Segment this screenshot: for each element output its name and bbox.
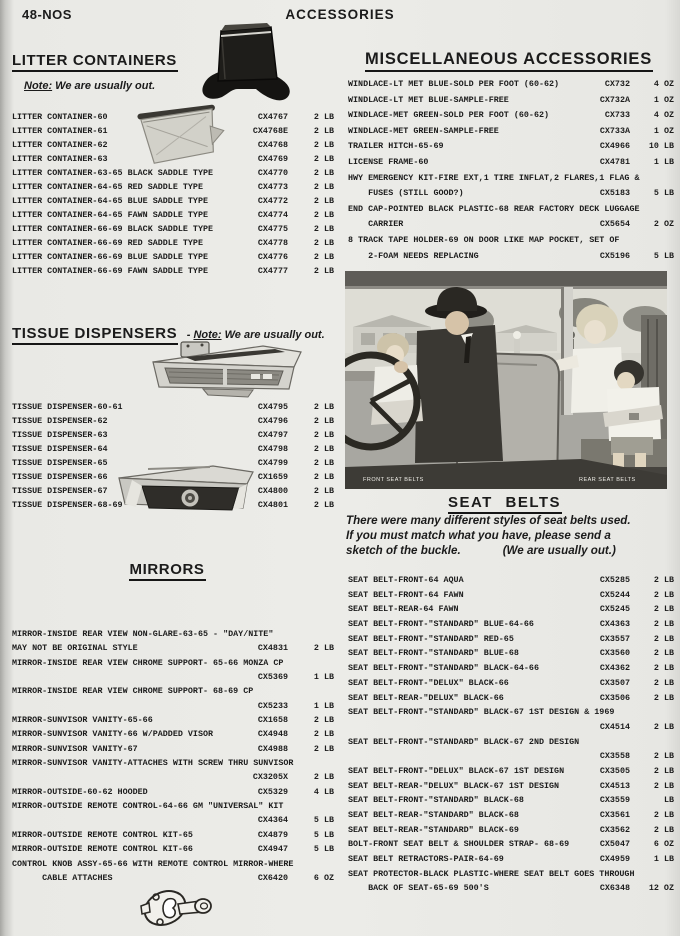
- item-weight: 2 LB: [653, 648, 674, 659]
- catalog-row: [12, 126, 334, 140]
- item-description: SEAT BELT-FRONT-"STANDARD" BLUE-68: [348, 648, 519, 659]
- item-description: SEAT BELT-FRONT-"STANDARD" BLACK-68: [348, 795, 524, 806]
- catalog-row: [348, 95, 674, 111]
- catalog-row: [12, 701, 334, 715]
- catalog-row: [348, 204, 674, 220]
- catalog-row: [348, 575, 674, 590]
- front-seat-belts-caption: FRONT SEAT BELTS: [363, 477, 424, 483]
- note-text: We are usually out.: [221, 329, 325, 341]
- item-description: END CAP-POINTED BLACK PLASTIC-68 REAR FACTORY DECK LUGGAGE: [348, 203, 640, 214]
- item-weight: 4 OZ: [653, 110, 674, 121]
- item-part-number: CX5245: [599, 604, 630, 615]
- item-part-number: CX4831: [257, 643, 288, 654]
- item-weight: 1 OZ: [653, 125, 674, 136]
- item-description: LICENSE FRAME-60: [348, 156, 429, 167]
- item-weight: 2 LB: [313, 430, 334, 440]
- item-part-number: CX4948: [257, 729, 288, 740]
- seat-belts-section-heading: SEAT BELTS: [345, 494, 665, 514]
- item-part-number: CX4777: [257, 266, 288, 276]
- item-description: HWY EMERGENCY KIT-FIRE EXT,1 TIRE INFLAT,2 FLARES,1 FLAG &: [348, 172, 640, 183]
- item-description: MIRROR-SUNVISOR VANITY-67: [12, 743, 138, 754]
- catalog-row: [348, 634, 674, 649]
- item-weight: 5 LB: [313, 815, 334, 826]
- catalog-row: [348, 235, 674, 251]
- item-description: LITTER CONTAINER-64-65 RED SADDLE TYPE: [12, 182, 203, 192]
- item-description: SEAT BELT-FRONT-"DELUX" BLACK-66: [348, 677, 509, 688]
- item-description: LITTER CONTAINER-63-65 BLACK SADDLE TYPE: [12, 168, 214, 178]
- item-part-number: CX4772: [257, 196, 288, 206]
- catalog-row: [348, 693, 674, 708]
- item-weight: 2 LB: [313, 182, 334, 192]
- item-description: SEAT BELT-FRONT-"STANDARD" BLACK-67 2ND DESIGN: [348, 736, 580, 747]
- item-part-number: CX4988: [257, 743, 288, 754]
- catalog-row: [12, 252, 334, 266]
- item-weight: 2 LB: [653, 589, 674, 600]
- item-part-number: CX3205X: [252, 772, 288, 783]
- item-part-number: CX5369: [257, 672, 288, 683]
- item-part-number: CX4781: [599, 156, 630, 167]
- item-weight: 6 OZ: [313, 872, 334, 883]
- intro-note: (We are usually out.): [502, 544, 616, 557]
- item-weight: 2 LB: [313, 643, 334, 654]
- page-code: 48-NOS: [22, 7, 72, 22]
- item-weight: 2 LB: [653, 604, 674, 615]
- item-weight: 2 LB: [313, 743, 334, 754]
- tissue-dispenser-late-illustration: [112, 463, 259, 520]
- catalog-row: [12, 224, 334, 238]
- item-weight: 2 LB: [313, 252, 334, 262]
- item-weight: 1 LB: [653, 854, 674, 865]
- seat-belt-illustration: [345, 271, 667, 489]
- item-part-number: CX733A: [599, 125, 630, 136]
- item-part-number: CX4775: [257, 224, 288, 234]
- note-label: Note:: [24, 80, 53, 92]
- item-part-number: CX4768: [257, 140, 288, 150]
- item-description: SEAT BELT RETRACTORS-PAIR-64-69: [348, 854, 504, 865]
- item-description: SEAT BELT-REAR-"DELUX" BLACK-67 1ST DESIGN: [348, 780, 560, 791]
- item-part-number: CX4879: [257, 829, 288, 840]
- item-description: LITTER CONTAINER-66-69 BLACK SADDLE TYPE: [12, 224, 214, 234]
- item-part-number: CX3505: [599, 765, 630, 776]
- item-description: MIRROR-OUTSIDE-60-62 HOODED: [12, 786, 148, 797]
- item-weight: 2 LB: [653, 780, 674, 791]
- item-part-number: CX3562: [599, 824, 630, 835]
- item-description: SEAT BELT-REAR-"DELUX" BLACK-66: [348, 692, 504, 703]
- item-part-number: CX3506: [599, 692, 630, 703]
- catalog-row: [12, 801, 334, 815]
- item-weight: 2 LB: [313, 154, 334, 164]
- item-part-number: CX4795: [257, 402, 288, 412]
- item-description: TISSUE DISPENSER-67: [12, 486, 108, 496]
- mirrors-list: [12, 629, 334, 887]
- item-part-number: CX4778: [257, 238, 288, 248]
- item-weight: 2 LB: [313, 416, 334, 426]
- item-part-number: CX3557: [599, 633, 630, 644]
- item-part-number: CX5654: [599, 219, 630, 230]
- item-description: FUSES (STILL GOOD?): [348, 188, 464, 199]
- catalog-row: [12, 686, 334, 700]
- item-description: CABLE ATTACHES: [12, 872, 113, 883]
- item-description: TISSUE DISPENSER-65: [12, 458, 108, 468]
- item-description: LITTER CONTAINER-64-65 BLUE SADDLE TYPE: [12, 196, 209, 206]
- note-label: Note:: [193, 329, 222, 341]
- seat-belts-list: [348, 575, 674, 898]
- item-weight: 2 LB: [653, 619, 674, 630]
- catalog-row: [348, 173, 674, 189]
- catalog-row: [348, 141, 674, 157]
- item-part-number: CX3559: [599, 795, 630, 806]
- car-interior-image: [345, 271, 667, 489]
- catalog-row: [348, 751, 674, 766]
- catalog-row: [12, 758, 334, 772]
- item-weight: 2 LB: [313, 126, 334, 136]
- item-weight: 2 LB: [313, 444, 334, 454]
- item-part-number: CX4797: [257, 430, 288, 440]
- item-description: TISSUE DISPENSER-62: [12, 416, 108, 426]
- item-weight: 2 LB: [653, 810, 674, 820]
- catalog-row: [12, 140, 334, 154]
- catalog-row: [12, 830, 334, 844]
- catalog-row: [348, 648, 674, 663]
- item-description: MIRROR-OUTSIDE REMOTE CONTROL KIT-65: [12, 829, 193, 840]
- item-part-number: CX732A: [599, 94, 630, 105]
- item-weight: 2 LB: [653, 721, 674, 732]
- tissue-dispenser-late-icon: [112, 463, 259, 520]
- catalog-row: [348, 188, 674, 204]
- item-part-number: CX4513: [599, 780, 630, 791]
- item-part-number: CX1659: [257, 472, 288, 482]
- item-weight: 1 OZ: [653, 94, 674, 105]
- catalog-row: [12, 266, 334, 280]
- item-weight: 10 LB: [648, 141, 674, 152]
- catalog-row: [348, 781, 674, 796]
- item-description: MIRROR-OUTSIDE REMOTE CONTROL-64-66 GM "UNIVERSAL" KIT: [12, 801, 284, 812]
- catalog-row: [12, 238, 334, 252]
- item-part-number: CX5183: [599, 188, 630, 199]
- item-part-number: CX4801: [257, 500, 288, 510]
- litter-list: [12, 112, 334, 280]
- item-weight: 2 LB: [313, 729, 334, 740]
- item-weight: 2 LB: [653, 677, 674, 688]
- item-description: MIRROR-SUNVISOR VANITY-66 W/PADDED VISOR: [12, 729, 214, 740]
- item-part-number: CX4776: [257, 252, 288, 262]
- item-description: SEAT BELT-FRONT-"STANDARD" BLUE-64-66: [348, 619, 534, 630]
- misc-list: [348, 79, 674, 266]
- item-description: WINDLACE-LT MET BLUE-SOLD PER FOOT (60-62): [348, 79, 560, 89]
- catalog-row: [348, 737, 674, 752]
- catalog-row: [12, 729, 334, 743]
- item-description: LITTER CONTAINER-61: [12, 126, 108, 136]
- item-part-number: CX4767: [257, 112, 288, 122]
- catalog-row: [348, 604, 674, 619]
- item-part-number: CX4770: [257, 168, 288, 178]
- item-weight: 1 LB: [313, 672, 334, 683]
- item-weight: 2 LB: [313, 772, 334, 783]
- item-part-number: CX6420: [257, 872, 288, 883]
- catalog-row: [348, 219, 674, 235]
- item-description: MIRROR-SUNVISOR VANITY-ATTACHES WITH SCREW THRU SUNVISOR: [12, 758, 294, 769]
- catalog-row: [12, 643, 334, 657]
- item-weight: 2 LB: [313, 715, 334, 726]
- catalog-row: [12, 430, 334, 444]
- catalog-row: [12, 787, 334, 801]
- item-weight: 2 LB: [313, 210, 334, 220]
- catalog-row: [348, 678, 674, 693]
- item-part-number: CX4769: [257, 154, 288, 164]
- catalog-row: [348, 110, 674, 126]
- control-knob-icon: [138, 882, 214, 934]
- note-text: We are usually out.: [52, 80, 156, 92]
- item-weight: 12 OZ: [648, 883, 674, 894]
- tissue-note: - Note: We are usually out.: [186, 329, 325, 341]
- item-weight: 2 LB: [313, 168, 334, 178]
- catalog-row: [348, 707, 674, 722]
- item-description: BOLT-FRONT SEAT BELT & SHOULDER STRAP- 68-69: [348, 839, 570, 850]
- item-description: SEAT BELT-FRONT-"STANDARD" BLACK-67 1ST DESIGN & 1969: [348, 707, 615, 718]
- item-part-number: CX4362: [599, 663, 630, 674]
- item-description: WINDLACE-LT MET BLUE-SAMPLE-FREE: [348, 94, 509, 105]
- item-description: LITTER CONTAINER-63: [12, 154, 108, 164]
- item-weight: 2 LB: [653, 663, 674, 674]
- item-part-number: CX3560: [599, 648, 630, 659]
- item-weight: 2 LB: [313, 196, 334, 206]
- item-description: CARRIER: [348, 219, 404, 230]
- catalog-row: [12, 154, 334, 168]
- item-description: MIRROR-INSIDE REAR VIEW CHROME SUPPORT- 65-66 MONZA CP: [12, 657, 284, 668]
- item-description: TRAILER HITCH-65-69: [348, 141, 444, 152]
- item-weight: 2 OZ: [653, 219, 674, 230]
- item-part-number: CX4796: [257, 416, 288, 426]
- item-part-number: CX4959: [599, 854, 630, 865]
- item-description: LITTER CONTAINER-60: [12, 112, 108, 122]
- item-description: TISSUE DISPENSER-64: [12, 444, 108, 454]
- item-description: MIRROR-INSIDE REAR VIEW NON-GLARE-63-65 - "DAY/NITE": [12, 629, 274, 639]
- item-weight: 2 LB: [313, 500, 334, 510]
- catalog-row: [348, 126, 674, 142]
- item-weight: 2 LB: [313, 224, 334, 234]
- item-description: LITTER CONTAINER-66-69 BLUE SADDLE TYPE: [12, 252, 209, 262]
- item-weight: 2 LB: [653, 765, 674, 776]
- catalog-row: [348, 722, 674, 737]
- item-weight: 1 LB: [653, 156, 674, 167]
- item-weight: 2 LB: [313, 238, 334, 248]
- catalog-row: [12, 416, 334, 430]
- item-weight: 2 LB: [653, 824, 674, 835]
- catalog-row: [348, 663, 674, 678]
- item-part-number: CX5196: [599, 250, 630, 261]
- item-description: TISSUE DISPENSER-63: [12, 430, 108, 440]
- item-description: 2-FOAM NEEDS REPLACING: [348, 250, 479, 261]
- item-description: SEAT BELT-REAR-64 FAWN: [348, 604, 459, 615]
- catalog-row: [12, 672, 334, 686]
- page-title: ACCESSORIES: [285, 7, 395, 22]
- item-part-number: CX5233: [257, 700, 288, 711]
- item-description: BACK OF SEAT-65-69 500'S: [348, 883, 489, 894]
- catalog-row: [12, 859, 334, 873]
- catalog-row: [348, 766, 674, 781]
- item-part-number: CX6348: [599, 883, 630, 894]
- catalog-row: [348, 883, 674, 898]
- item-part-number: CX3507: [599, 677, 630, 688]
- item-description: SEAT BELT-FRONT-64 FAWN: [348, 589, 464, 600]
- item-description: SEAT PROTECTOR-BLACK PLASTIC-WHERE SEAT BELT GOES THROUGH: [348, 868, 635, 879]
- catalog-row: [348, 251, 674, 267]
- control-knob-illustration: [138, 882, 214, 934]
- rear-seat-belts-caption: REAR SEAT BELTS: [579, 477, 636, 483]
- catalog-row: [348, 157, 674, 173]
- item-description: TISSUE DISPENSER-66: [12, 472, 108, 482]
- item-weight: 2 LB: [313, 140, 334, 150]
- item-weight: 2 LB: [313, 486, 334, 496]
- tissue-dispenser-icon: [143, 340, 310, 402]
- catalog-row: [12, 444, 334, 458]
- item-part-number: CX5329: [257, 786, 288, 797]
- catalog-row: [12, 629, 334, 643]
- catalog-row: [12, 772, 334, 786]
- item-part-number: CX3561: [599, 810, 630, 820]
- item-part-number: CX5244: [599, 589, 630, 600]
- item-description: LITTER CONTAINER-66-69 FAWN SADDLE TYPE: [12, 266, 209, 276]
- item-part-number: CX4364: [257, 815, 288, 826]
- item-description: MIRROR-OUTSIDE REMOTE CONTROL KIT-66: [12, 844, 193, 855]
- item-description: SEAT BELT-FRONT-64 AQUA: [348, 575, 464, 585]
- item-part-number: CX4768E: [252, 126, 288, 136]
- item-part-number: CX732: [604, 79, 630, 89]
- catalog-row: [348, 869, 674, 884]
- item-weight: 6 OZ: [653, 839, 674, 850]
- item-weight: 4 OZ: [653, 79, 674, 89]
- intro-line-1: There were many different styles of seat belts used.: [346, 514, 631, 527]
- item-description: MAY NOT BE ORIGINAL STYLE: [12, 643, 138, 654]
- item-weight: 2 LB: [313, 112, 334, 122]
- litter-section-heading: LITTER CONTAINERS: [12, 52, 178, 72]
- mirrors-section-heading: MIRRORS: [0, 561, 335, 581]
- catalog-row: [12, 844, 334, 858]
- item-description: SEAT BELT-REAR-"STANDARD" BLACK-68: [348, 810, 519, 820]
- item-weight: 2 LB: [313, 458, 334, 468]
- catalog-row: [348, 619, 674, 634]
- item-part-number: CX733: [604, 110, 630, 121]
- item-weight: 2 LB: [653, 692, 674, 703]
- catalog-row: [12, 815, 334, 829]
- item-weight: 2 LB: [313, 402, 334, 412]
- item-weight: 5 LB: [313, 844, 334, 855]
- catalog-row: [12, 658, 334, 672]
- item-description: TISSUE DISPENSER-60-61: [12, 402, 123, 412]
- item-weight: 5 LB: [653, 188, 674, 199]
- item-weight: 5 LB: [653, 250, 674, 261]
- item-part-number: CX4799: [257, 458, 288, 468]
- item-weight: 5 LB: [313, 829, 334, 840]
- item-weight: 2 LB: [653, 575, 674, 585]
- item-description: WINDLACE-MET GREEN-SAMPLE-FREE: [348, 125, 499, 136]
- item-weight: 1 LB: [313, 700, 334, 711]
- catalog-row: [348, 825, 674, 840]
- catalog-row: [348, 839, 674, 854]
- intro-line-2: If you must match what you have, please send a: [346, 529, 611, 542]
- item-part-number: CX4363: [599, 619, 630, 630]
- item-part-number: CX4947: [257, 844, 288, 855]
- item-description: CONTROL KNOB ASSY-65-66 WITH REMOTE CONTROL MIRROR-WHERE: [12, 858, 294, 869]
- item-part-number: CX4774: [257, 210, 288, 220]
- item-description: LITTER CONTAINER-64-65 FAWN SADDLE TYPE: [12, 210, 209, 220]
- litter-note: [24, 80, 155, 92]
- catalog-row: [12, 744, 334, 758]
- item-description: WINDLACE-MET GREEN-SOLD PER FOOT (60-62): [348, 110, 550, 121]
- item-description: LITTER CONTAINER-62: [12, 140, 108, 150]
- catalog-row: [348, 810, 674, 825]
- misc-section-heading: MISCELLANEOUS ACCESSORIES: [345, 50, 673, 72]
- item-weight: 4 LB: [313, 786, 334, 797]
- item-description: MIRROR-INSIDE REAR VIEW CHROME SUPPORT- 68-69 CP: [12, 686, 254, 697]
- item-weight: 2 LB: [653, 751, 674, 762]
- catalog-row: [12, 715, 334, 729]
- catalog-row: [12, 210, 334, 224]
- item-description: SEAT BELT-FRONT-"STANDARD" BLACK-64-66: [348, 663, 539, 674]
- intro-line-3: sketch of the buckle. (We are usually out.): [346, 544, 616, 557]
- catalog-row: [348, 854, 674, 869]
- catalog-row: [12, 402, 334, 416]
- item-description: SEAT BELT-FRONT-"DELUX" BLACK-67 1ST DESIGN: [348, 765, 565, 776]
- item-description: TISSUE DISPENSER-68-69: [12, 500, 123, 510]
- catalog-row: [348, 590, 674, 605]
- item-description: 8 TRACK TAPE HOLDER-69 ON DOOR LIKE MAP POCKET, SET OF: [348, 234, 620, 245]
- item-part-number: CX5047: [599, 839, 630, 850]
- seat-belts-intro: [346, 513, 672, 558]
- item-description: MIRROR-SUNVISOR VANITY-65-66: [12, 715, 153, 726]
- catalog-row: [12, 168, 334, 182]
- catalog-row: [348, 795, 674, 810]
- item-description: SEAT BELT-FRONT-"STANDARD" RED-65: [348, 633, 514, 644]
- item-weight: 2 LB: [653, 633, 674, 644]
- item-weight: 2 LB: [313, 472, 334, 482]
- item-part-number: CX3558: [599, 751, 630, 762]
- item-description: LITTER CONTAINER-66-69 RED SADDLE TYPE: [12, 238, 203, 248]
- item-part-number: CX5285: [599, 575, 630, 585]
- item-part-number: CX4966: [599, 141, 630, 152]
- tissue-dispenser-early-illustration: [143, 340, 310, 402]
- catalog-row: [12, 182, 334, 196]
- catalog-row: [348, 79, 674, 95]
- item-part-number: CX4800: [257, 486, 288, 496]
- item-part-number: CX4798: [257, 444, 288, 454]
- item-part-number: CX4773: [257, 182, 288, 192]
- item-weight: 2 LB: [313, 266, 334, 276]
- item-part-number: CX1658: [257, 715, 288, 726]
- catalog-row: [12, 196, 334, 210]
- catalog-row: [12, 112, 334, 126]
- item-weight: LB: [663, 795, 674, 806]
- tissue-section-heading: TISSUE DISPENSERS - Note: We are usually out.: [12, 325, 325, 345]
- item-description: SEAT BELT-REAR-"STANDARD" BLACK-69: [348, 824, 519, 835]
- item-part-number: CX4514: [599, 721, 630, 732]
